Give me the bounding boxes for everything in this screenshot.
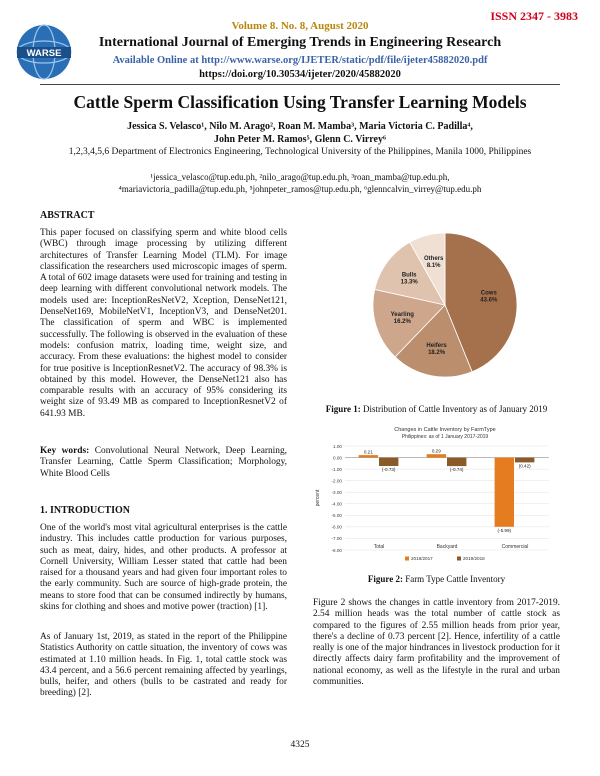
bar-ytick-label: -3.00 [331, 490, 342, 496]
bar-total-0 [359, 455, 378, 457]
bar-ytick-label: -8.00 [331, 547, 342, 553]
bar-value-label: (0.42) [518, 463, 531, 469]
keywords-text: Convolutional Neural Network, Deep Learning, Transfer Learning, Cattle Sperm Classification; Morphology, White Blood Cells [40, 446, 287, 479]
paper-title: Cattle Sperm Classification Using Transfer Learning Models [73, 92, 527, 112]
bar-ytick-label: -6.00 [331, 524, 342, 530]
fig1-caption-text: Distribution of Cattle Inventory as of January 2019 [360, 404, 548, 414]
bar-commercial-0 [495, 458, 514, 527]
bar-commercial-1 [515, 458, 534, 463]
bar-category-label: Backyard [436, 544, 458, 550]
bar-backyard-1 [447, 458, 466, 467]
bar-category-label: Total [373, 544, 385, 550]
abstract-body [40, 228, 287, 420]
bar-value-label: (-0.74) [449, 467, 464, 473]
intro-paragraph-1 [40, 523, 287, 613]
figure-2-bar-chart [313, 420, 560, 570]
issn: ISSN 2347 - 3983 [490, 9, 578, 23]
authors-line-2: John Peter M. Ramos⁵, Glenn C. Virrey⁶ [214, 134, 386, 145]
intro-paragraph-2 [40, 632, 287, 700]
bar-value-label: (-5.99) [497, 527, 512, 533]
fig2-caption-text: Farm Type Cattle Inventory [402, 574, 506, 584]
pie-label-heifers: Heifers 18.2% [426, 342, 447, 356]
emails-line-2: ⁴mariavictoria_padilla@tup.edu.ph, ⁵johnpeter_ramos@tup.edu.ph, ⁶glenncalvin_virrey@tup.edu.ph [118, 183, 482, 194]
intro-text-2: As of January 1st, 2019, as stated in the report of the Philippine Statistics Authority on cattle situation, the inventory of cows was estimated at 1.10 million heads. In Fig. 1, total cattle stock was 43.4 percent, and a 56.6 percent remaining affected by yearlings, bulls, heifer, and others (bulls to be castrated and ready for breeding) [2]. [40, 632, 287, 699]
bar-ytick-label: 1.00 [333, 443, 342, 449]
bar-value-label: 0.29 [431, 448, 441, 454]
fig1-caption-label: Figure 1: [325, 404, 361, 414]
keywords [40, 446, 287, 480]
available-online-link[interactable]: Available Online at http://www.warse.org/IJETER/static/pdf/file/ijeter45882020.pdf [112, 55, 488, 66]
legend-swatch [457, 557, 461, 561]
affiliation: 1,2,3,4,5,6 Department of Electronics Engineering, Technological University of the Philippines, Manila 1000, Philippines [68, 147, 532, 157]
bar-ytick-label: -1.00 [331, 466, 342, 472]
bar-chart-bars [359, 449, 535, 533]
pie-label-others: Others 8.1% [424, 255, 444, 269]
bar-ytick-label: -7.00 [331, 536, 342, 542]
authors-line-1: Jessica S. Velasco¹, Nilo M. Arago², Roan M. Mamba³, Maria Victoria C. Padilla⁴, [127, 121, 473, 132]
abstract-heading: ABSTRACT [40, 210, 95, 221]
bar-ytick-label: 0.00 [333, 455, 342, 461]
bar-chart-legend [405, 556, 485, 561]
author-emails [40, 172, 560, 195]
bar-value-label: 0.21 [363, 449, 373, 455]
figure-1-pie-chart [313, 205, 560, 400]
keywords-label: Key words: [40, 446, 90, 456]
bar-chart-subtitle: Philippines: as of 1 January 2017-2019 [401, 434, 489, 440]
fig2-caption-label: Figure 2: [367, 574, 403, 584]
header-divider [40, 84, 560, 85]
bar-value-label: (-0.73) [381, 466, 396, 472]
abstract-text: This paper focused on classifying sperm and white blood cells (WBC) through image processing by utilizing different architectures of Transfer Learning Model (TLM). For image classification the researchers used microscopic images of sperm. A total of 602 image datasets were used for training and testing in deep learning with different convolutional network models. The models used are: InceptionResNetV2, Xception, DenseNet121, DenseNet169, MobileNetV1, InceptionV3, and DenseNet201. The classification of sperm and WBC is implemented successfully. The following is observed in the evaluation of these models: confusion matrix, loading time, weight size, and accuracy. From these evaluations: the highest model to consider for true positive is InceptionResnetV2. The accuracy of 98.3% is obtained by this model. However, the DenseNet121 also has comparable results with an accuracy of 95% considering its weight size of 93.49 MB as compared to InceptionResnetV2 of 641.93 MB. [40, 228, 287, 419]
figure-1-caption [313, 404, 560, 415]
pie-label-bulls: Bulls 13.3% [400, 272, 418, 286]
bar-ytick-label: -4.00 [331, 501, 342, 507]
emails-line-1: ¹jessica_velasco@tup.edu.ph, ²nilo_arago@tup.edu.ph, ³roan_mamba@tup.edu.ph, [150, 172, 450, 182]
right-paragraph [313, 598, 560, 688]
intro-text-1: One of the world's most vital agricultural enterprises is the cattle industry. This includes cattle production for various purposes, such as meat, dairy, hides, and other products. A professor at Cornell University, William Lesser stated that cattle had been raised for a thousand years and had given four important roles to the early community. Such are source of high-grade protein, the means to store food that can be consumed indirectly by humans, skins for clothing and shoes and motive power (traction) [1]. [40, 523, 287, 613]
journal-title: International Journal of Emerging Trends in Engineering Research [98, 35, 502, 50]
pie-label-yearling: Yearling 16.2% [390, 311, 414, 325]
legend-swatch [405, 557, 409, 561]
bar-chart-title: Changes in Cattle Inventory by FarmType [394, 427, 496, 433]
bar-ytick-label: -5.00 [331, 513, 342, 519]
author-list [60, 120, 540, 146]
bar-backyard-0 [427, 454, 446, 457]
legend-label: 2018/2017 [411, 556, 433, 561]
intro-heading: 1. INTRODUCTION [40, 505, 131, 516]
page-number: 4325 [290, 740, 310, 750]
bar-ytick-label: -2.00 [331, 478, 342, 484]
legend-label: 2019/2018 [463, 556, 485, 561]
pie-label-cows: Cows 43.6% [480, 290, 498, 304]
logo-text: WARSE [26, 48, 62, 59]
right-paragraph-text: Figure 2 shows the changes in cattle inventory from 2017-2019. 2.54 million heads was the total number of cattle stock as compared to the figures of 2.55 million heads from prior year, there's a decline of 0.73 percent [2]. Hence, infertility of a cattle really is one of the major hindrances in livestock production for it directly affects dairy farm profitability and the improvement of national economy, as well as the lifestyle in the rural and urban communities. [313, 598, 560, 688]
bar-category-label: Commercial [501, 544, 529, 550]
bar-chart-ylabel: percent [315, 489, 321, 507]
volume-line: Volume 8. No. 8, August 2020 [231, 20, 369, 32]
figure-2-caption [313, 574, 560, 585]
bar-total-1 [379, 458, 398, 466]
doi-link[interactable]: https://doi.org/10.30534/ijeter/2020/45882020 [199, 69, 401, 80]
